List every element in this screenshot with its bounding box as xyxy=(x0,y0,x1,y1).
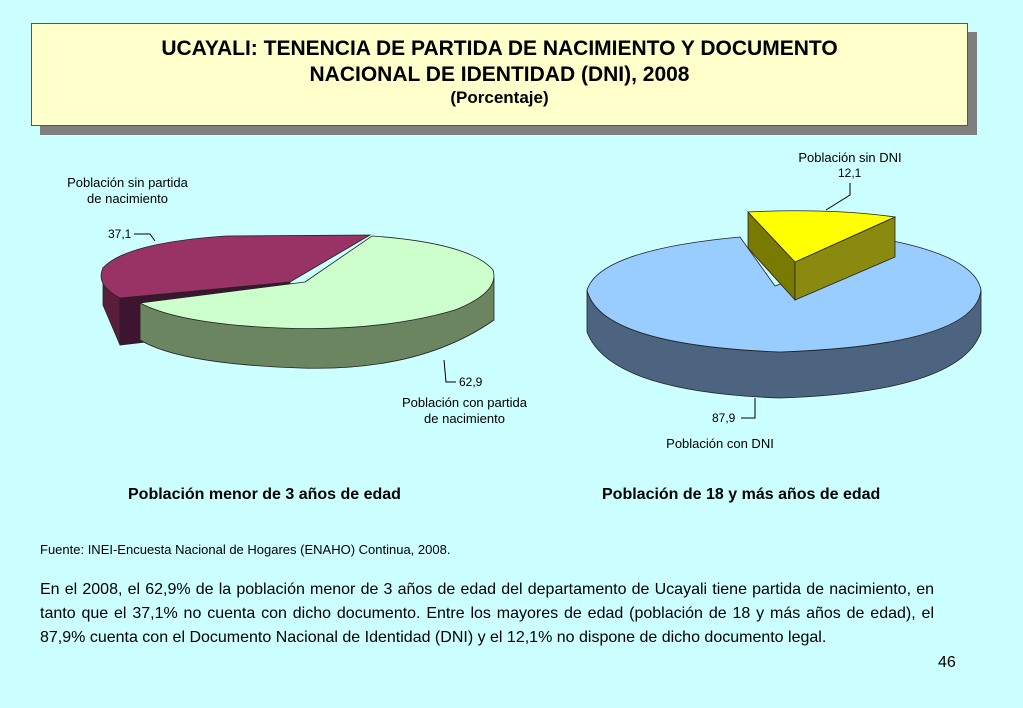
pie2-title: Población de 18 y más años de edad xyxy=(602,486,881,503)
pie1-leader-sin-partida xyxy=(134,234,155,241)
page-title-line2: NACIONAL DE IDENTIDAD (DNI), 2008 xyxy=(309,63,690,86)
pie1-leader-con-partida xyxy=(444,360,456,382)
page-number: 46 xyxy=(938,654,956,671)
pie2-leader-sin-dni xyxy=(826,183,850,210)
pie1-value-con-partida: 62,9 xyxy=(459,375,483,389)
pie2-label-sin-dni: Población sin DNI xyxy=(798,150,902,165)
pie1-label-con-partida-line2: de nacimiento xyxy=(424,411,505,426)
pie2-label-con-dni: Población con DNI xyxy=(666,436,774,451)
pie1-value-sin-partida: 37,1 xyxy=(108,227,132,241)
pie1-label-sin-partida xyxy=(40,175,215,207)
page-title-line1: UCAYALI: TENENCIA DE PARTIDA DE NACIMIENTO Y DOCUMENTO xyxy=(161,37,838,60)
pie2-leader-con-dni xyxy=(741,398,755,418)
source-note: Fuente: INEI-Encuesta Nacional de Hogares (ENAHO) Continua, 2008. xyxy=(40,542,451,557)
summary-paragraph: En el 2008, el 62,9% de la población menor de 3 años de edad del departamento de Ucayali tiene partida de nacimiento, en tanto que el 37,1% no cuenta con dicho documento. Entre los mayores de edad (población de 18 y más años de edad), el 87,9% cuenta con el Documento Nacional de Identidad (DNI) y el 12,1% no dispone de dicho documento legal. xyxy=(40,581,934,646)
pie1-label-sin-partida-line1: Población sin partida xyxy=(67,175,188,190)
pie1-label-sin-partida-line2: de nacimiento xyxy=(87,191,168,206)
pie-chart-18-plus xyxy=(587,183,981,418)
pie1-title: Población menor de 3 años de edad xyxy=(128,486,401,503)
pie-chart-under-3 xyxy=(101,234,494,382)
pie1-label-con-partida xyxy=(377,395,552,427)
pie2-value-con-dni: 87,9 xyxy=(712,411,736,425)
pie1-label-con-partida-line1: Población con partida xyxy=(401,395,528,410)
pie2-value-sin-dni: 12,1 xyxy=(838,166,862,180)
page-subtitle: (Porcentaje) xyxy=(450,88,549,107)
